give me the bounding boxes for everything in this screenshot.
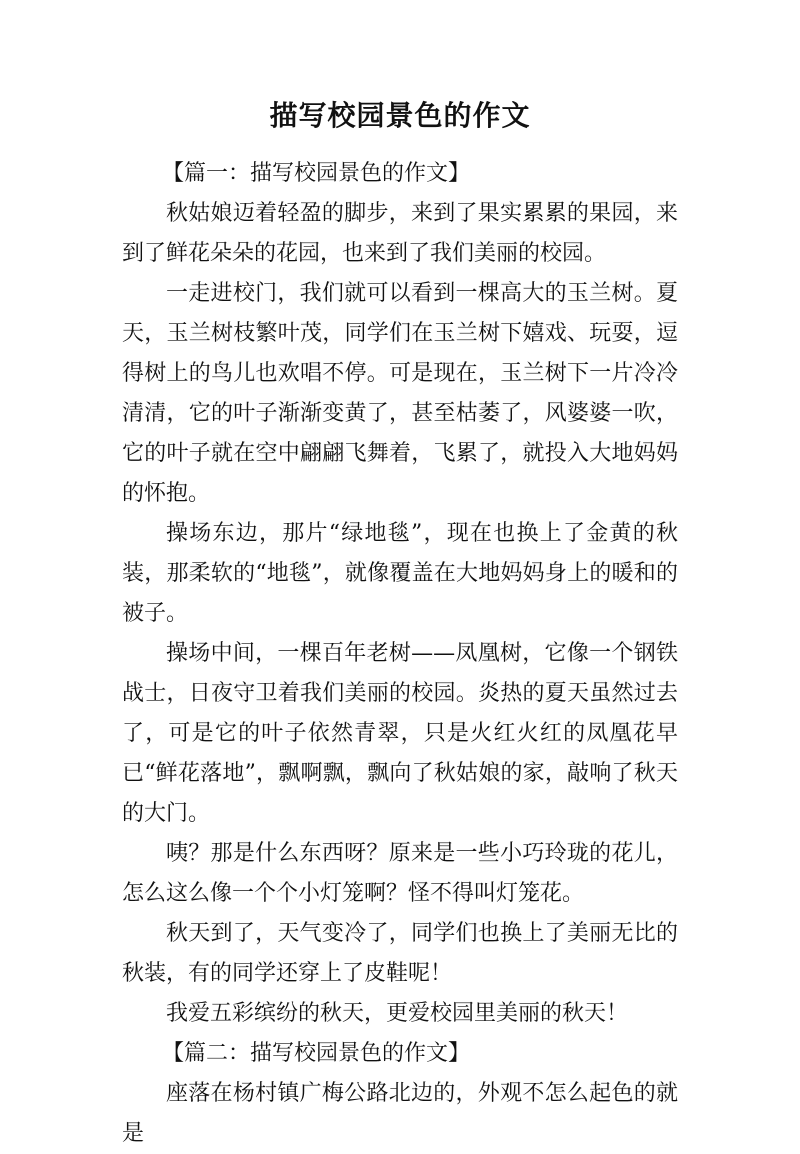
page-title: 描写校园景色的作文 [269,99,531,132]
paragraph: 秋姑娘迈着轻盈的脚步，来到了果实累累的果园，来到了鲜花朵朵的花园，也来到了我们美丽的校园。 [122,201,678,266]
paragraph: 咦？那是什么东西呀？原来是一些小巧玲珑的花儿，怎么这么像一个个小灯笼啊？怪不得叫灯笼花。 [122,841,678,906]
paragraph: 操场中间，一棵百年老树——凤凰树，它像一个钢铁战士，日夜守卫着我们美丽的校园。炎热的夏天虽然过去了，可是它的叶子依然青翠，只是火红火红的凤凰花早已“鲜花落地”，飘啊飘，飘向了秋姑娘的家，敲响了秋天的大门。 [122,641,678,826]
paragraph: 操场东边，那片“绿地毯”，现在也换上了金黄的秋装，那柔软的“地毯”，就像覆盖在大地妈妈身上的暖和的被子。 [122,521,678,626]
section-heading-1: 【篇一：描写校园景色的作文】 [162,161,471,186]
paragraph: 一走进校门，我们就可以看到一棵高大的玉兰树。夏天，玉兰树枝繁叶茂，同学们在玉兰树下嬉戏、玩耍，逗得树上的鸟儿也欢唱不停。可是现在，玉兰树下一片冷冷清清，它的叶子渐渐变黄了，甚至枯萎了，风婆婆一吹，它的叶子就在空中翩翩飞舞着，飞累了，就投入大地妈妈的怀抱。 [122,281,678,506]
document-body [122,154,678,1154]
paragraph: 秋天到了，天气变冷了，同学们也换上了美丽无比的秋装，有的同学还穿上了皮鞋呢！ [122,921,678,986]
paragraph: 我爱五彩缤纷的秋天，更爱校园里美丽的秋天！ [166,1001,629,1026]
section-heading-2: 【篇二：描写校园景色的作文】 [162,1041,471,1066]
paragraph: 座落在杨村镇广梅公路北边的，外观不怎么起色的就是 [122,1081,678,1146]
